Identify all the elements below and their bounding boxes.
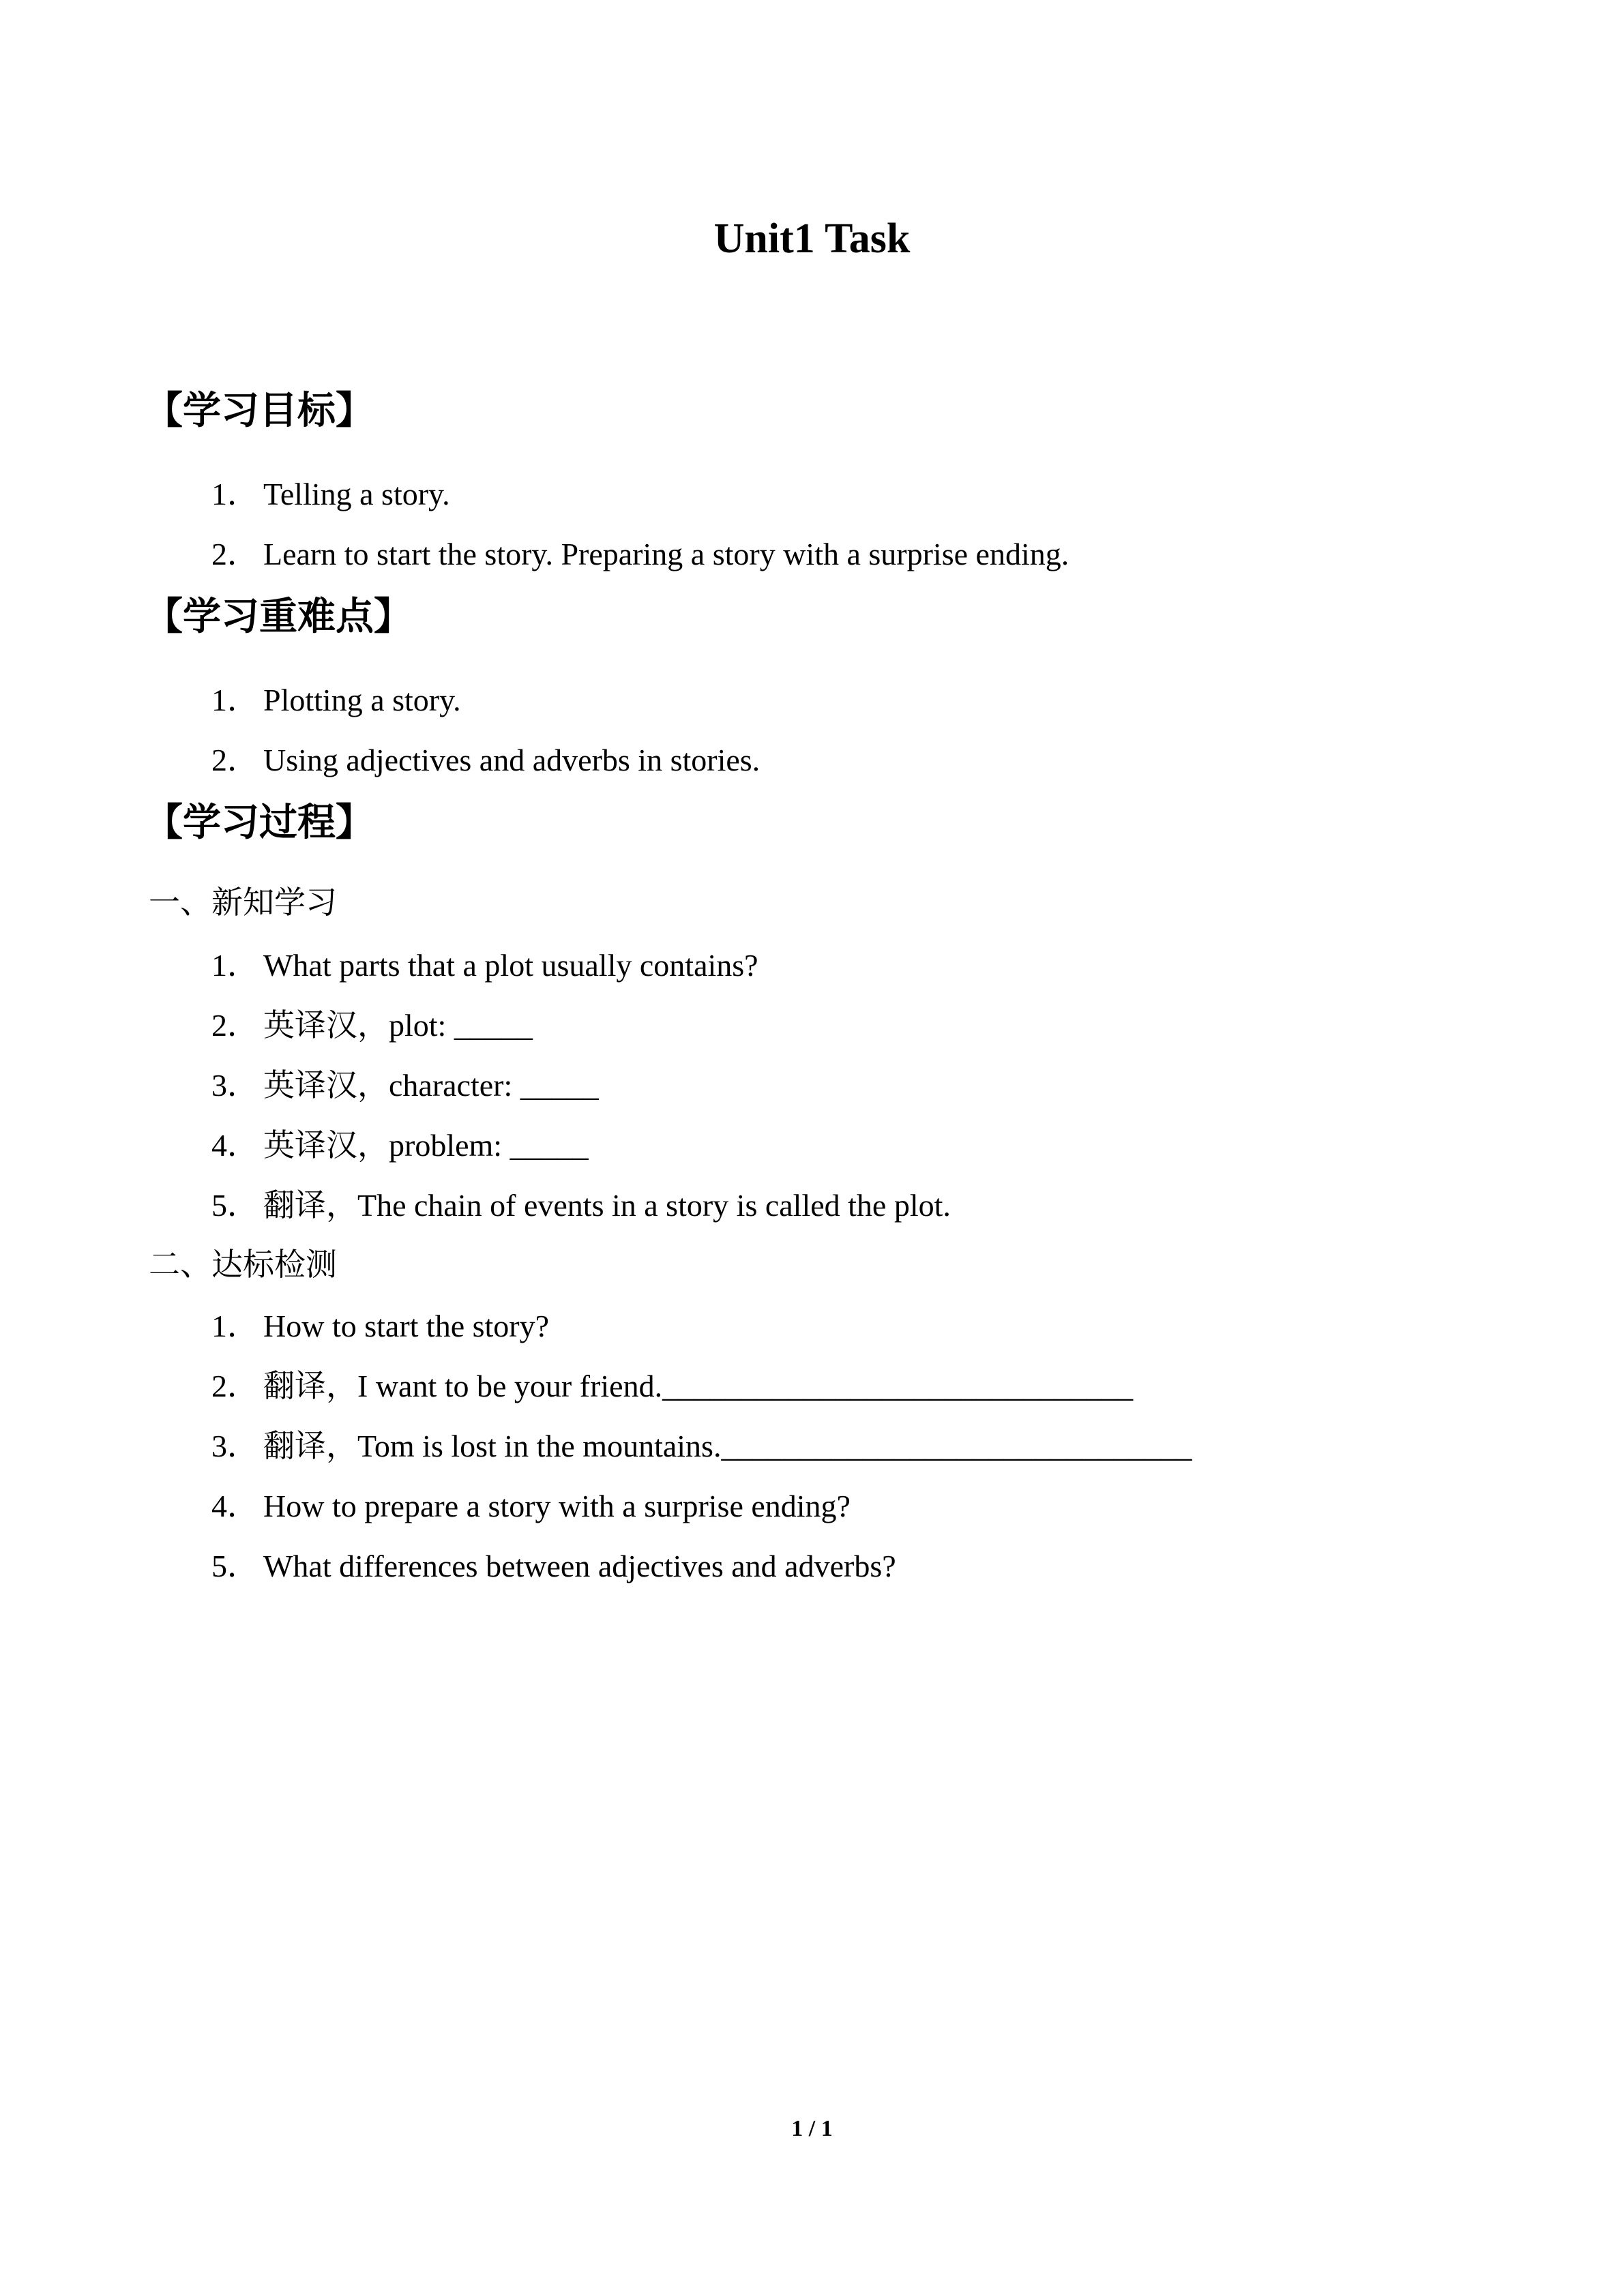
assessment-item-4 [211, 1486, 851, 1527]
item-text: What differences between adjectives and adverbs? [263, 1549, 896, 1583]
item-text: 翻译，I want to be your friend.______________________________ [263, 1369, 1134, 1403]
item-text: 翻译，The chain of events in a story is called the plot. [263, 1188, 951, 1223]
item-text: Plotting a story. [263, 683, 461, 717]
item-number: 4． [211, 1128, 259, 1163]
item-text: Using adjectives and adverbs in stories. [263, 743, 761, 777]
objective-item-1 [211, 474, 450, 515]
item-number: 4． [211, 1489, 259, 1523]
item-number: 1． [211, 683, 259, 717]
item-number: 2． [211, 743, 259, 777]
item-number: 5． [211, 1549, 259, 1583]
new-learning-item-3 [211, 1065, 599, 1106]
new-learning-item-4 [211, 1125, 589, 1166]
new-learning-item-2 [211, 1005, 533, 1046]
section-heading-objectives: 【学习目标】 [145, 389, 374, 433]
item-text: Learn to start the story. Preparing a story with a surprise ending. [263, 537, 1069, 571]
item-number: 1． [211, 1309, 259, 1343]
item-text: 翻译，Tom is lost in the mountains.______________________________ [263, 1429, 1192, 1463]
item-number: 5． [211, 1188, 259, 1223]
item-number: 1． [211, 477, 259, 511]
item-text: 英译汉，problem: _____ [263, 1128, 589, 1163]
objective-item-2 [211, 534, 1069, 575]
item-text: Telling a story. [263, 477, 450, 511]
key-point-item-2 [211, 740, 760, 781]
section-heading-process: 【学习过程】 [145, 801, 374, 845]
item-text: How to start the story? [263, 1309, 550, 1343]
item-number: 1． [211, 948, 259, 983]
assessment-item-5 [211, 1546, 896, 1587]
item-text: How to prepare a story with a surprise ending? [263, 1489, 851, 1523]
item-text: 英译汉，plot: _____ [263, 1008, 533, 1043]
assessment-item-1 [211, 1306, 549, 1347]
assessment-item-2 [211, 1366, 1133, 1407]
new-learning-item-5 [211, 1185, 951, 1226]
sub-heading-assessment: 二、达标检测 [149, 1247, 337, 1282]
page-number: 1 / 1 [791, 2116, 833, 2141]
item-number: 3． [211, 1429, 259, 1463]
sub-heading-new-learning: 一、新知学习 [149, 885, 337, 920]
item-text: 英译汉，character: _____ [263, 1068, 599, 1103]
item-number: 2． [211, 537, 259, 571]
item-text: What parts that a plot usually contains? [263, 948, 758, 983]
document-title: Unit1 Task [713, 215, 911, 262]
section-heading-key-points: 【学习重难点】 [145, 595, 412, 639]
item-number: 2． [211, 1008, 259, 1043]
assessment-item-3 [211, 1426, 1192, 1467]
item-number: 2． [211, 1369, 259, 1403]
item-number: 3． [211, 1068, 259, 1103]
key-point-item-1 [211, 680, 461, 721]
new-learning-item-1 [211, 945, 758, 986]
